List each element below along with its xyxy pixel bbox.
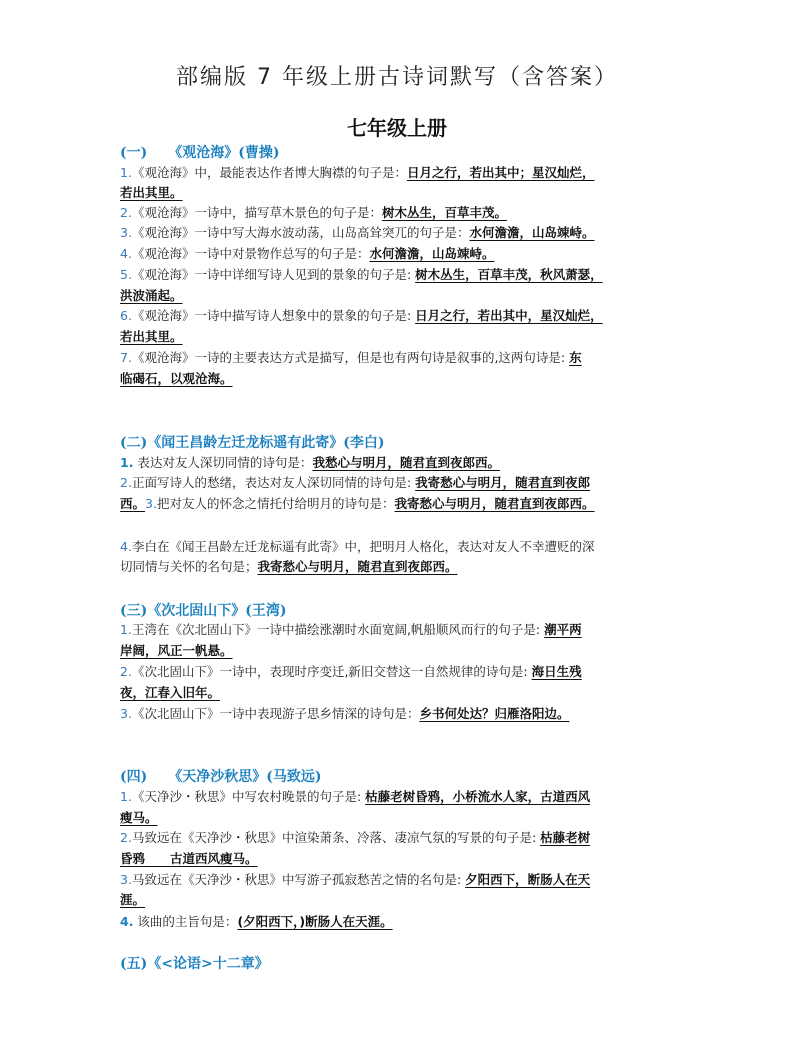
question-line: [120, 244, 680, 264]
question-line: [120, 683, 680, 703]
question-line: [120, 494, 680, 514]
question-number: 4.: [120, 914, 134, 929]
answer-text: 潮平两: [544, 622, 582, 637]
question-number: 5.: [120, 267, 132, 282]
question-line: [120, 704, 680, 724]
answer-text: 若出其里。: [120, 185, 183, 200]
answer-text: 枯藤老树昏鸦，小桥流水人家，古道西风: [365, 789, 591, 804]
answer-text: 夜，江春入旧年。: [120, 685, 221, 700]
question-number: 6.: [120, 308, 132, 323]
question-number: 3.: [120, 706, 132, 721]
question-line: [120, 808, 680, 828]
question-text: 《观沧海》一诗中描写诗人想象中的景象的句子是:: [131, 308, 416, 323]
answer-text: 乡书何处达？归雁洛阳边。: [419, 706, 570, 721]
question-line: [120, 203, 680, 223]
question-line: [120, 473, 680, 493]
question-line: [120, 662, 680, 682]
document-title: 部编版 7 年级上册古诗词默写（含答案）: [176, 65, 618, 90]
question-text: 《观沧海》一诗的主要表达方式是描写，但是也有两句诗是叙事的,这两句诗是:: [131, 350, 570, 365]
section-heading-4: (四) 《天净沙秋思》(马致远): [120, 769, 322, 785]
answer-text: 洪波涌起。: [120, 288, 183, 303]
grade-title: 七年级上册: [347, 116, 447, 140]
answer-text: (夕阳西下，)断肠人在天涯。: [237, 914, 393, 929]
answer-text: 东: [569, 350, 582, 365]
answer-text: 我寄愁心与明月，随君直到夜郎: [415, 475, 591, 490]
question-line: [120, 327, 680, 347]
question-line: [120, 163, 680, 183]
question-text: 李白在《闻王昌龄左迁龙标遥有此寄》中，把明月人格化，表达对友人不幸遭贬的深: [131, 539, 595, 554]
question-line: [120, 286, 680, 306]
question-line: [120, 890, 680, 910]
question-text: 王湾在《次北固山下》一诗中描绘涨潮时水面宽阔,帆船顺风而行的句子是:: [131, 622, 545, 637]
answer-text: 日月之行，若出其中；星汉灿烂，: [406, 165, 595, 180]
question-number: 3.: [120, 225, 132, 240]
answer-text: 夕阳西下，断肠人在天: [465, 872, 591, 887]
question-line: [120, 870, 680, 890]
answer-text: 瘦马。: [120, 810, 158, 825]
question-number: 3.: [120, 872, 132, 887]
question-text: 该曲的主旨句是：: [133, 914, 238, 929]
question-line: [120, 912, 680, 932]
answer-text: 昏鸦 古道西风瘦马。: [120, 851, 258, 866]
question-line: [120, 453, 680, 473]
question-number: 1.: [120, 165, 132, 180]
answer-text: 水何澹澹，山岛竦峙。: [469, 225, 595, 240]
answer-text: 岸阔，风正一帆悬。: [120, 643, 233, 658]
question-line: [120, 828, 680, 848]
question-line: [120, 369, 680, 389]
section-heading-3: (三)《次北固山下》(王湾): [120, 603, 287, 619]
question-number: 2.: [120, 664, 132, 679]
question-line: [120, 849, 680, 869]
question-number: 4.: [120, 246, 132, 261]
question-text: 切同情与关怀的名句是；: [120, 559, 258, 574]
question-number: 7.: [120, 350, 132, 365]
question-line: [120, 557, 680, 577]
answer-text: 我愁心与明月，随君直到夜郎西。: [312, 455, 500, 470]
question-text: 马致远在《天净沙・秋思》中渲染萧条、冷落、凄凉气氛的写景的句子是:: [131, 830, 541, 845]
question-text: 《次北固山下》一诗中表现游子思乡情深的诗句是：: [131, 706, 420, 721]
answer-text: 水何澹澹，山岛竦峙。: [369, 246, 495, 261]
question-line: [120, 265, 680, 285]
question-text: 马致远在《天净沙・秋思》中写游子孤寂愁苦之情的名句是:: [131, 872, 466, 887]
question-text: 《次北固山下》一诗中，表现时序变迁,新旧交替这一自然规律的诗句是:: [131, 664, 532, 679]
answer-text: 临碣石，以观沧海。: [120, 371, 233, 386]
question-line: [120, 787, 680, 807]
question-number: 2.: [120, 205, 132, 220]
question-number: 3.: [145, 496, 157, 511]
answer-text: 海日生残: [531, 664, 582, 679]
question-text: 正面写诗人的愁绪，表达对友人深切同情的诗句是:: [131, 475, 416, 490]
question-text: 《观沧海》中，最能表达作者博大胸襟的句子是：: [131, 165, 407, 180]
question-line: [120, 306, 680, 326]
question-text: 把对友人的怀念之情托付给明月的诗句是：: [156, 496, 395, 511]
question-number: 1.: [120, 622, 132, 637]
question-line: [120, 641, 680, 661]
question-line: [120, 183, 680, 203]
question-line: [120, 348, 680, 368]
answer-text: 我寄愁心与明月，随君直到夜郎西。: [257, 559, 458, 574]
question-number: 4.: [120, 539, 132, 554]
answer-text: 枯藤老树: [540, 830, 591, 845]
answer-text: 涯。: [120, 892, 146, 907]
question-text: 表达对友人深切同情的诗句是：: [133, 455, 313, 470]
question-text: 《观沧海》一诗中详细写诗人见到的景象的句子是:: [131, 267, 416, 282]
question-line: [120, 620, 680, 640]
question-number: 1.: [120, 455, 134, 470]
answer-text: 树木丛生，百草丰茂，秋风萧瑟，: [415, 267, 603, 282]
question-number: 1.: [120, 789, 132, 804]
answer-text: 我寄愁心与明月，随君直到夜郎西。: [394, 496, 595, 511]
answer-text: 日月之行，若出其中，星汉灿烂，: [415, 308, 603, 323]
answer-text: 西。: [120, 496, 146, 511]
question-text: 《观沧海》一诗中，描写草木景色的句子是：: [131, 205, 382, 220]
question-text: 《观沧海》一诗中对景物作总写的句子是：: [131, 246, 370, 261]
question-number: 2.: [120, 475, 132, 490]
question-text: 《天净沙・秋思》中写农村晚景的句子是:: [131, 789, 366, 804]
section-heading-2: (二)《闻王昌龄左迁龙标遥有此寄》(李白): [120, 435, 385, 451]
answer-text: 若出其里。: [120, 329, 183, 344]
question-number: 2.: [120, 830, 132, 845]
question-line: [120, 537, 680, 557]
section-heading-5: (五)《<论语>十二章》: [120, 956, 269, 972]
question-text: 《观沧海》一诗中写大海水波动荡，山岛高耸突兀的句子是：: [131, 225, 470, 240]
answer-text: 树木丛生，百草丰茂。: [381, 205, 507, 220]
question-line: [120, 223, 680, 243]
section-heading-1: (一) 《观沧海》(曹操): [120, 145, 280, 161]
